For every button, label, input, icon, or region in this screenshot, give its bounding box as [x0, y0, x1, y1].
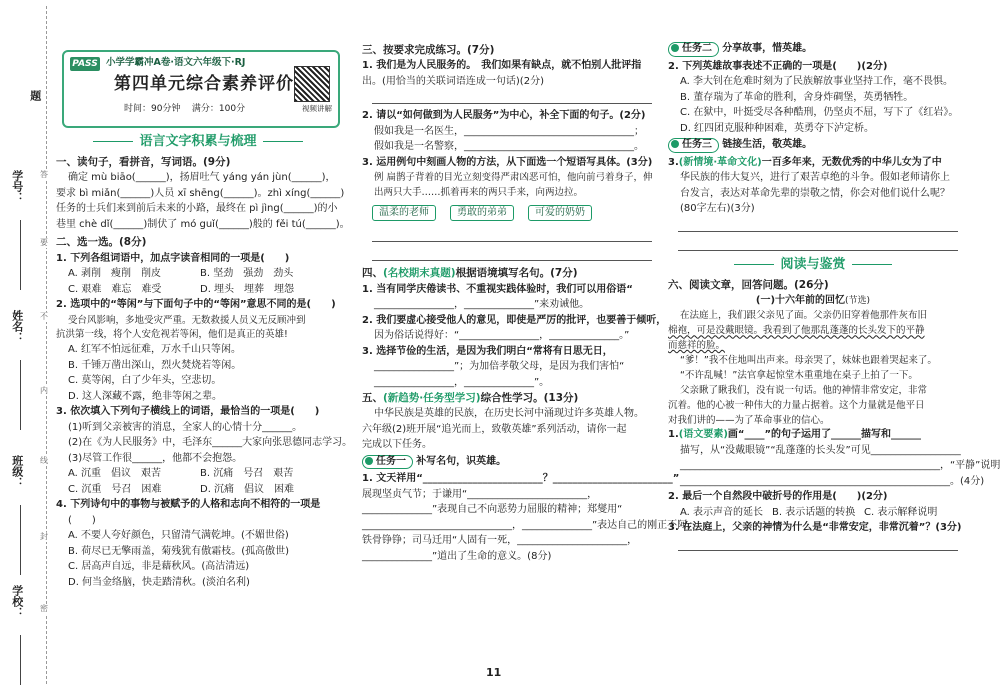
s4-line: 1. 当有同学庆倦读书、不重视实践体验时，我们可以用俗语“ [362, 283, 633, 295]
option[interactable]: C. 居高声自远，非是藉秋风。(高洁清远) [68, 561, 250, 573]
cut-char: 不 [40, 312, 48, 321]
task1-line[interactable]: ______________________________，______________”表达自己的刚正不阿、 [362, 519, 698, 531]
answer-line[interactable] [372, 229, 652, 242]
task2-text: 分享故事，惜英雄。 [722, 43, 813, 54]
s4-title [362, 267, 652, 280]
s4-line[interactable]: ________________”；为加倍孝敬父母，是因为我们害怕“ [374, 361, 625, 372]
q2-stem: 2. 选项中的“等闲”与下面句子中的“等闲”意思不同的是( ) [56, 299, 336, 310]
passage-note: (节选) [845, 295, 871, 306]
reading-q2: 2. 最后一个自然段中破折号的作用是( )(2分) [668, 491, 888, 503]
option[interactable]: D. 红四团克服种种困难，英勇夺下泸定桥。 [680, 122, 875, 134]
task1-label: 任务一 [376, 455, 406, 467]
cut-char: 答 [40, 170, 48, 179]
s4-line: 3. 选择节俭的生活，是因为我们明白“常将有日思无日， [362, 345, 613, 357]
s5-intro: 完成以下任务。 [362, 439, 432, 451]
option[interactable]: C. 沉重 号召 困难 [68, 483, 162, 495]
passage-title: (一)十六年前的回忆 [755, 294, 846, 306]
answer-line[interactable] [372, 91, 652, 104]
option[interactable]: B. 董存瑞为了革命的胜利，舍身炸碉堡，英勇牺牲。 [680, 91, 914, 103]
s4-num: 四、 [362, 267, 383, 280]
passage-line: 在法庭上，我们跟父亲见了面。父亲仍旧穿着他那件灰布旧 [680, 310, 928, 322]
exam-meta [124, 104, 245, 115]
binding-strip [0, 0, 58, 690]
passage-line: “爹！”我不住地叫出声来。母亲哭了，妹妹也跟着哭起来了。 [680, 355, 937, 366]
cut-char: 内 [40, 386, 48, 395]
task2-q2: 2. 下列英雄故事表述不正确的一项是( )(2分) [668, 60, 888, 72]
column-1 [56, 130, 353, 592]
q1-options [56, 268, 340, 281]
s1-line: 任务的士兵们来到前后未来的小路，最终在 pì jìng(______)的小 [56, 203, 338, 215]
cut-char: 密 [40, 604, 48, 613]
phrase-choice[interactable]: 勇敢的弟弟 [450, 205, 514, 222]
passage-heading [668, 295, 958, 308]
cut-line [46, 6, 47, 684]
q3-line: 一百多年来，无数优秀的中华儿女为了中 [761, 156, 942, 168]
series-name: 小学学霸冲A卷·语文六年级下·RJ [106, 57, 246, 68]
task2-header [668, 42, 958, 57]
task3-badge [668, 138, 719, 153]
option[interactable]: D. 沉痛 倡议 困难 [200, 483, 295, 495]
s3-title: 三、按要求完成练习。(7分) [362, 44, 495, 56]
cut-char: 要 [40, 238, 48, 247]
exam-header [62, 50, 340, 128]
passage-line: 棉袍，可是没戴眼镜。我看到了他那乱蓬蓬的长头发下的平静 [668, 325, 925, 337]
s3-q1: 1. 我们是为人民服务的。 我们如果有缺点，就不怕别人批评指 [362, 60, 642, 72]
exam-time: 时间：90分钟 [124, 104, 181, 114]
s4-line[interactable]: ________________，______________”来劝诫他。 [374, 299, 590, 310]
s5-rest: 综合性学习。(13分) [480, 392, 579, 404]
task1-line[interactable]: ______________”道出了生命的意义。(8分) [362, 550, 552, 562]
option[interactable]: D. 埋头 埋葬 埋怨 [200, 283, 295, 295]
example-text: 例 扁鹊子背着的目光立刻变得严肃凶恶可怕，他向前弓着身子，伸 [374, 172, 653, 184]
task1-badge [362, 455, 413, 470]
option[interactable]: B. 表示话题的转换 [772, 506, 856, 518]
s3-q2-line[interactable]: 假如我是一名医生，__________________________________； [374, 125, 644, 137]
s6-title: 六、阅读文章，回答问题。(26分) [668, 278, 829, 291]
q3-stem: 3. 依次填入下列句子横线上的词语，最恰当的一项是( ) [56, 406, 320, 418]
task2-badge [668, 42, 719, 57]
option[interactable]: B. 坚劲 强劲 劲头 [200, 268, 294, 279]
q3-num: 3. [668, 156, 679, 168]
passage-line: 沉着。他的心被一种伟大的力量占据着。这个力量就是他平日 [668, 399, 925, 411]
cut-char: 封 [40, 532, 48, 541]
q3-text: (2)在《为人民服务》中，毛泽东______大家向张思德同志学习。 [68, 437, 353, 449]
option[interactable]: A. 李大钊在危难时刻为了民族解放事业坚持工作，毫不畏惧。 [680, 76, 954, 87]
s5-title [362, 392, 652, 405]
q3-options [56, 468, 340, 481]
task2-label: 任务二 [682, 43, 712, 54]
example-text: 出两只大手……抓着再来的两只手来，向两边拉。 [374, 187, 584, 198]
q4-stem: 4. 下列诗句中的事物与被赋予的人格和志向不相符的一项是 [56, 499, 321, 511]
reading-q1 [668, 429, 958, 442]
name-line [20, 360, 21, 430]
class-line [20, 505, 21, 575]
bullet-icon [671, 44, 679, 52]
q1-stem: 1. 下列各组词语中，加点字读音相同的一项是( ) [56, 252, 290, 264]
task3-label: 任务三 [682, 139, 712, 150]
q2-text: 抗洪第一线，将个人安危视若等闲，他们是真正的英雄! [56, 329, 288, 341]
option[interactable]: D. 这人深藏不露，绝非等闲之辈。 [68, 390, 223, 402]
passage-line: “不许乱喊！”法官拿起惊堂木重重地在桌子上拍了一下。 [680, 369, 918, 381]
q3-line: 华民族的伟大复兴，进行了艰苦卓绝的斗争。假如老师请你上 [680, 172, 950, 183]
s3-q2: 2. 请以“如何做到为人民服务”为中心，补全下面的句子。(2分) [362, 110, 646, 122]
s3-q2-line[interactable]: 假如我是一名警察，__________________________________。 [374, 141, 644, 153]
q3-tag: (新情境·革命文化) [678, 156, 762, 168]
q3-text: (3)尽管工作很______，他都不会抱怨。 [68, 452, 243, 464]
option[interactable]: C. 艰难 难忘 难受 [68, 283, 162, 295]
name-label: 姓名： [10, 310, 24, 343]
column-3 [668, 42, 1000, 557]
s5-tag: (新趋势·任务型学习) [383, 392, 481, 404]
s1-line: 确定 mù biāo(______)，扬眉吐气 yáng yán jùn(______)， [68, 172, 336, 184]
s4-rest: 根据语境填写名句。(7分) [455, 267, 578, 280]
section-title-reading: 阅读与鉴赏 [668, 257, 958, 273]
passage-line: 父亲瞅了瞅我们，没有说一句话。他的神情非常安定，非常 [680, 384, 928, 396]
qr-code-icon[interactable] [294, 66, 330, 102]
q1-line[interactable]: ____________________________________________________，“平静”说明 [680, 460, 1000, 472]
exam-score: 满分：100分 [191, 104, 246, 114]
s1-line: 要求 bì miǎn(______)人员 xī shēng(______)。zhì xíng(______) [56, 187, 345, 199]
q4-blank[interactable]: ( ) [68, 514, 96, 526]
passage-line: 对我们讲的——为了革命事业的信心。 [668, 414, 830, 426]
option[interactable]: B. 沉痛 号召 艰苦 [200, 468, 294, 480]
q3-line: (80字左右)(3分) [680, 203, 755, 214]
q3-text: (1)听到父亲被害的消息，全家人的心情十分______。 [68, 421, 303, 433]
option[interactable]: B. 荷尽已无擎雨盖，菊残犹有傲霜枝。(孤高傲世) [68, 545, 290, 557]
class-label: 班级： [10, 455, 24, 488]
option[interactable]: C. 表示解释说明 [864, 506, 938, 518]
s1-line: 巷里 chè dǐ(______)制伏了 mó guǐ(______)般的 fěi tú(______)。 [56, 218, 350, 230]
bullet-icon [671, 140, 679, 148]
option[interactable]: C. 莫等闲，白了少年头，空悲切。 [68, 375, 222, 387]
bullet-icon [365, 457, 373, 465]
task3-q3 [668, 157, 958, 170]
s5-intro: 六年级(2)班开展“追光而上，致敬英雄”系列活动，请你一起 [362, 423, 627, 435]
phrase-choice[interactable]: 温柔的老师 [372, 205, 436, 222]
option[interactable]: A. 不要人夸好颜色，只留清气满乾坤。(不媚世俗) [68, 530, 289, 542]
q2-text: 受台风影响，多地受灾严重。无数救援人员义无反顾冲到 [68, 314, 306, 326]
s4-line[interactable]: 因为俗话说得好：“________________，______________。” [374, 330, 630, 341]
task1-line[interactable]: 展现坚贞气节；于谦用“________________________， [362, 488, 598, 500]
q1-line[interactable]: 描写，从“没戴眼镜”“乱蓬蓬的长头发”可见__________________ [680, 444, 961, 456]
task1-line[interactable]: 铁骨铮铮；司马迁用“人固有一死，______________________， [362, 535, 638, 547]
s3-q1: 出。(用恰当的关联词语连成一句话)(2分) [362, 75, 544, 87]
task3-header [668, 138, 958, 153]
s4-tag: (名校期末真题) [383, 267, 456, 280]
answer-line[interactable] [372, 248, 652, 261]
task3-text: 链接生活，敬英雄。 [722, 139, 813, 150]
school-line [20, 635, 21, 685]
s3-q3: 3. 运用例句中刻画人物的方法，从下面选一个短语写具体。(3分) [362, 156, 653, 168]
s2-title: 二、选一选。(8分) [56, 236, 147, 249]
task1-text: 补写名句，识英雄。 [416, 455, 507, 467]
q2-options [668, 507, 958, 520]
option[interactable]: A. 沉重 倡议 艰苦 [68, 468, 162, 480]
q3-options [56, 484, 340, 497]
q1-tag: (语文要素) [678, 429, 728, 441]
answer-line[interactable] [678, 238, 958, 251]
section-title-language: 语言文字积累与梳理 [56, 134, 340, 150]
s1-title: 一、读句子，看拼音，写词语。(9分) [56, 156, 231, 169]
option[interactable]: A. 剥削 瘦削 削皮 [68, 268, 162, 279]
reading-q3: 3. 在法庭上，父亲的神情为什么是“非常安定，非常沉着”？(3分) [668, 522, 962, 534]
option[interactable]: C. 在狱中，叶挺受尽各种酷刑，仍坚贞不屈，写下了《红岩》。 [680, 107, 959, 118]
q1-line[interactable]: ______________________________________________________。(4分) [680, 475, 985, 487]
s5-intro: 中华民族是英雄的民族，在历史长河中涌现过许多英雄人物。 [374, 408, 644, 420]
answer-line[interactable] [678, 538, 958, 551]
school-label: 学校： [10, 585, 24, 618]
phrase-choice[interactable]: 可爱的奶奶 [528, 205, 592, 222]
q1-line[interactable]: 画“____”的句子运用了______描写和______ [727, 429, 922, 441]
option[interactable]: A. 红军不怕远征难，万水千山只等闲。 [68, 344, 242, 356]
student-number-label: 学号： [10, 170, 24, 203]
task1-line[interactable]: ______________”表现自己不向恶势力屈服的精神；郑燮用“ [362, 504, 623, 516]
passage-line: 而慈祥的脸。 [668, 340, 726, 352]
pass-logo: PASS [70, 57, 100, 71]
s4-line[interactable]: ________________，______________”。 [374, 376, 550, 388]
option[interactable]: A. 表示声音的延长 [680, 506, 764, 518]
phrase-choices [372, 205, 652, 222]
qr-label: 视频讲解 [302, 104, 332, 113]
student-number-line [20, 220, 21, 290]
s5-num: 五、 [362, 392, 383, 404]
option[interactable]: D. 何当金络脑，快走踏清秋。(淡泊名利) [68, 576, 250, 588]
q1-options [56, 284, 340, 297]
cut-char: 线 [40, 456, 48, 465]
exam-title: 第四单元综合素养评价 [114, 74, 294, 94]
task1-header [362, 455, 652, 470]
task1-line[interactable]: 1. 文天祥用“________________________？________________________” [362, 473, 680, 485]
q1-num: 1. [668, 429, 679, 441]
answer-line[interactable] [678, 219, 958, 232]
page-number: 11 [486, 666, 502, 679]
s4-line: 2. 我们要虚心接受他人的意见，即使是严厉的批评，也要善于倾听， [362, 314, 667, 326]
option[interactable]: B. 千锤万凿出深山，烈火焚烧若等闲。 [68, 359, 242, 371]
q3-line: 台发言，表达对革命先辈的崇敬之情，你会对他们说什么呢？ [680, 187, 950, 199]
binding-label-ti: 题 [28, 90, 42, 101]
